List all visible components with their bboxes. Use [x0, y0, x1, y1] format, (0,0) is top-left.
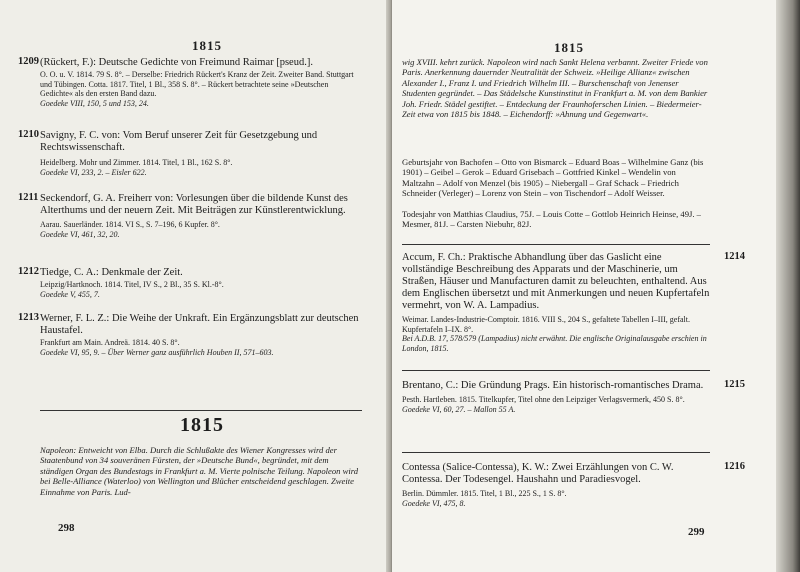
- bibliography-entry: [18, 266, 362, 299]
- entry-imprint: Pesth. Hartleben. 1815. Titelkupfer, Titel ohne den Leipziger Verlagsvermerk, 450 S. 8°.: [402, 395, 685, 404]
- section-divider: [402, 370, 710, 371]
- section-divider: [402, 452, 710, 453]
- chronicle-text: Napoleon: Entweicht von Elba. Durch die Schlußakte des Wiener Kongresses wird der Staatenbund von 34 souveränen Fürsten, der »Deutsche Bund«, begründet, mit dem ständigen Organ des Bundestags in Frankfurt a. M. Vierte polnische Teilung. Napoleon wird bei Belle-Alliance (Waterloo) von Wellington und Blücher entscheidend geschlagen. Zweite Einnahme von Paris. Lud-: [40, 445, 359, 497]
- entry-imprint: Heidelberg. Mohr und Zimmer. 1814. Titel, 1 Bl., 162 S. 8°.: [40, 158, 233, 167]
- entry-number: 1215: [724, 379, 745, 390]
- entry-reference: Goedeke V, 455, 7.: [40, 289, 100, 299]
- bibliography-entry: [18, 192, 362, 239]
- entry-reference: Goedeke VI, 95, 9. – Über Werner ganz ausführlich Houben II, 571–603.: [40, 347, 274, 357]
- entry-title: Tiedge, C. A.: Denkmale der Zeit.: [40, 267, 183, 278]
- births-list: Geburtsjahr von Bachofen – Otto von Bismarck – Eduard Boas – Wilhelmine Ganz (bis 1901) – Geibel – Gerok – Eduard Grisebach – Gottfried Kinkel – Wendelin von Maltzahn – Adolf von Menzel (bis 1905) – Niebergall – Graf Schack – Friedrich Schneider (Verleger) – Lorenz von Stein – von Tischendorf – Adolf Weisser.: [402, 157, 704, 199]
- entry-title: (Rückert, F.): Deutsche Gedichte von Freimund Raimar [pseud.].: [40, 57, 313, 68]
- entry-title: Seckendorf, G. A. Freiherr von: Vorlesungen über die bildende Kunst des Alterthums und der neuern Zeit. Mit Beiträgen zur Künstlerentwicklung.: [40, 193, 348, 216]
- bibliography-entry: [402, 379, 745, 414]
- entry-title: Contessa (Salice-Contessa), K. W.: Zwei Erzählungen von C. W. Contessa. Der Todesengel. Haushahn und Paradiesvogel.: [402, 462, 674, 485]
- entry-imprint: Aarau. Sauerländer. 1814. VI S., S. 7–196, 6 Kupfer. 8°.: [40, 220, 220, 229]
- entry-number: 1213: [18, 312, 39, 323]
- book-edge-shadow: [776, 0, 800, 572]
- section-year-heading: 1815: [180, 414, 224, 436]
- running-head-year: 1815: [192, 38, 222, 53]
- entry-number: 1209: [18, 56, 39, 67]
- entry-imprint: Weimar. Landes-Industrie-Comptoir. 1816. VIII S., 204 S., gefaltete Tabellen I–III, gefalt. Kupfertafeln I–IX. 8°.: [402, 315, 690, 334]
- entry-number: 1212: [18, 266, 39, 277]
- entry-reference: Bei A.D.B. 17, 578/579 (Lampadius) nicht erwähnt. Die englische Originalausgabe erschien in London, 1815.: [402, 334, 707, 353]
- bibliography-entry: [402, 251, 745, 353]
- section-divider: [40, 410, 362, 411]
- entry-reference: Goedeke VI, 461, 32, 20.: [40, 229, 120, 239]
- entry-title: Savigny, F. C. von: Vom Beruf unserer Zeit für Gesetzgebung und Rechtswissenschaft.: [40, 130, 318, 153]
- entry-imprint: Berlin. Dümmler. 1815. Titel, 1 Bl., 225 S., 1 S. 8°.: [402, 489, 567, 498]
- page-number: 299: [688, 526, 705, 538]
- entry-imprint: Frankfurt am Main. Andreä. 1814. 40 S. 8°.: [40, 338, 180, 347]
- entry-reference: Goedeke VI, 60, 27. – Mallon 55 A.: [402, 404, 516, 414]
- deaths-list: Todesjahr von Matthias Claudius, 75J. – Louis Cotte – Gottlob Heinrich Heinse, 49J. – Mesmer, 81J. – Carsten Niebuhr, 82J.: [402, 209, 701, 230]
- entry-number: 1210: [18, 129, 39, 140]
- bibliography-entry: [18, 129, 362, 177]
- entry-reference: Goedeke VI, 233, 2. – Eisler 622.: [40, 167, 147, 177]
- bibliography-entry: [18, 56, 362, 108]
- entry-imprint: Leipzig/Hartknoch. 1814. Titel, IV S., 2 Bl., 35 S. Kl.-8°.: [40, 280, 224, 289]
- right-page: [392, 0, 800, 572]
- entry-number: 1216: [724, 461, 745, 472]
- entry-title: Werner, F. L. Z.: Die Weihe der Unkraft. Ein Ergänzungsblatt zur deutschen Haustafel.: [40, 313, 359, 336]
- page-number: 298: [58, 522, 75, 534]
- entry-number: 1214: [724, 251, 745, 262]
- entry-number: 1211: [18, 192, 39, 203]
- entry-title: Accum, F. Ch.: Praktische Abhandlung über das Gaslicht eine vollständige Beschreibung des Apparats und der Maschinerie, um Straßen, Häuser und Manufacturen damit zu beleuchten, enthaltend. Aus dem Englischen übersetzt und mit Anmerkungen und neuen Kupfertafeln vermehrt, von W. A. Lampadius.: [402, 252, 710, 311]
- entry-title: Brentano, C.: Die Gründung Prags. Ein historisch-romantisches Drama.: [402, 380, 704, 391]
- entry-reference: Goedeke VI, 475, 8.: [402, 498, 466, 508]
- left-page: [0, 0, 392, 572]
- bibliography-entry: [18, 312, 362, 357]
- chronicle-text: wig XVIII. kehrt zurück. Napoleon wird nach Sankt Helena verbannt. Zweiter Friede von Paris. Anerkennung dauernder Neutralität der Schweiz. »Heilige Allianz« zwischen Alexander I., Franz I. und Friedrich Wilhelm III. – Burschenschaft von Jenenser Studenten gegründet. – Das Städelsche Kunstinstitut in Frankfurt a. M. von dem Bankier Joh. Friedr. Städel gestiftet. – Entdeckung der Fraunhoferschen Linien. – Biedermeier-Zeit etwa von 1815 bis 1848. – Eichendorff: »Ahnung und Gegenwart«.: [402, 57, 708, 120]
- section-divider: [402, 244, 710, 245]
- entry-imprint: O. O. u. V. 1814. 79 S. 8°. – Derselbe: Friedrich Rückert's Kranz der Zeit. Zweiter Band. Stuttgart und Tübingen. Cotta. 1817. Titel, 1 Bl., 358 S. 8°. – Rückert betrachtete seine »Deutschen Gedichte« als den ersten Band dazu.: [40, 70, 354, 98]
- bibliography-entry: [402, 461, 745, 508]
- running-head-year: 1815: [554, 40, 584, 55]
- entry-reference: Goedeke VIII, 150, 5 und 153, 24.: [40, 98, 149, 108]
